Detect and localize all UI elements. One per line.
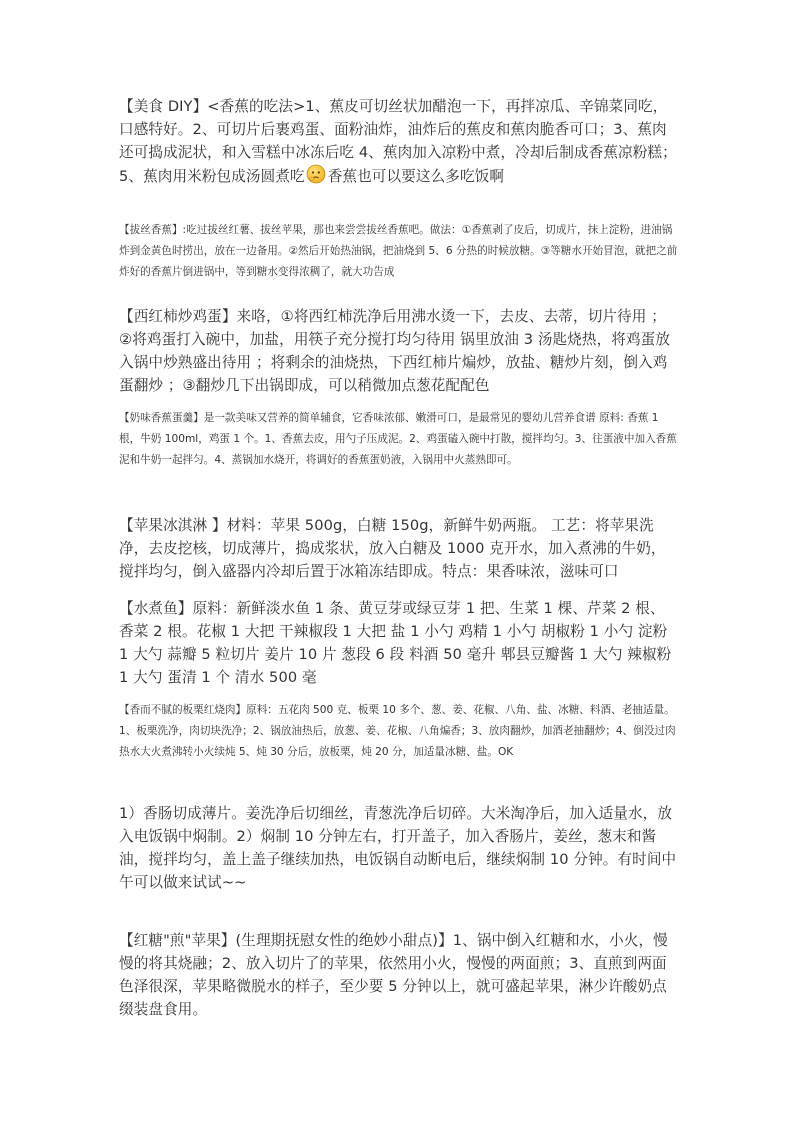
paragraph-boiled-fish: 【水煮鱼】原料：新鲜淡水鱼 1 条、黄豆芽或绿豆芽 1 把、生菜 1 棵、芹菜 2 根、香菜 2 根。花椒 1 大把 干辣椒段 1 大把 盐 1 小勺 鸡精 1 小勺 胡椒粉 1 小勺 淀粉 1 大勺 蒜瓣 5 粒切片 姜片 10 片 葱段 6 段 料酒 50 毫升 郫县豆瓣酱 1 大勺 辣椒粉 1 大勺 蛋清 1 个 清水 500 毫 xyxy=(119,600,672,686)
paragraph-candied-banana: 【拔丝香蕉】:吃过拔丝红薯、拔丝苹果，那也来尝尝拔丝香蕉吧。做法：①香蕉剥了皮后，切成片，抹上淀粉，进油锅炸到金黄色时捞出，放在一边备用。②然后开始热油锅，把油烧到 5、6 分热的时候放糖。③等糖水开始冒泡，就把之前炸好的香蕉片倒进锅中，等到糖水变得浓稠了，就大功告成 xyxy=(119,224,678,278)
paragraph-banana-custard: 【奶味香蕉蛋羹】是一款美味又营养的简单辅食，它香味浓郁、嫩滑可口，是最常见的婴幼儿营养食谱 原料: 香蕉 1 根，牛奶 100ml，鸡蛋 1 个。1、香蕉去皮，用勺子压成泥。2、鸡蛋磕入碗中打散，搅拌均匀。3、往蛋液中加入香蕉泥和牛奶一起拌匀。4、蒸锅加水烧开，将调好的香蕉蛋奶液，入锅用中火蒸熟即可。 xyxy=(119,412,677,466)
paragraph-chestnut-pork: 【香而不腻的板栗红烧肉】原料：五花肉 500 克、板栗 10 多个、葱、姜、花椒、八角、盐、冰糖、料酒、老抽适量。1、板栗洗净，肉切块洗净；2、锅放油热后，放葱、姜、花椒、八角煸香；3、放肉翻炒，加酒老抽翻炒；4、倒没过肉热水大火煮沸转小火续炖 5、炖 30 分后，放板栗，炖 20 分，加适量冰糖、盐。OK xyxy=(119,704,676,758)
paragraph-fried-apple: 【红糖"煎"苹果】(生理期抚慰女性的绝妙小甜点)】1、锅中倒入红糖和水，小火，慢慢的将其烧融；2、放入切片了的苹果，依然用小火，慢慢的两面煎；3、直煎到两面色泽很深，苹果略微脱水的样子，至少要 5 分钟以上，就可盛起苹果，淋少许酸奶点缀装盘食用。 xyxy=(119,932,668,1018)
paragraph-text-tail: 香蕉也可以要这么多吃饭啊 xyxy=(327,168,505,185)
thinking-face-emoji-icon xyxy=(306,164,326,184)
paragraph-sausage-rice: 1）香肠切成薄片。姜洗净后切细丝，青葱洗净后切碎。大米淘净后，加入适量水，放入电饭锅中焖制。2）焖制 10 分钟左右，打开盖子，加入香肠片，姜丝，葱末和酱油，搅拌均匀，盖上盖子继续加热，电饭锅自动断电后，继续焖制 10 分钟。有时间中午可以做来试试~~ xyxy=(119,805,677,891)
paragraph-apple-icecream: 【苹果冰淇淋 】材料：苹果 500g，白糖 150g，新鲜牛奶两瓶。 工艺：将苹果洗净，去皮挖核，切成薄片，捣成浆状，放入白糖及 1000 克开水，加入煮沸的牛奶，搅拌均匀，倒入盛器内冷却后置于冰箱冻结即成。特点：果香味浓，滋味可口 xyxy=(119,517,666,580)
paragraph-banana-uses xyxy=(119,95,679,188)
paragraph-text: 【美食 DIY】<香蕉的吃法>1、蕉皮可切丝状加醋泡一下，再拌凉瓜、辛锦菜同吃，口感特好。2、可切片后裹鸡蛋、面粉油炸，油炸后的蕉皮和蕉肉脆香可口；3、蕉肉还可捣成泥状，和入雪糕中冰冻后吃 4、蕉肉加入凉粉中煮，冷却后制成香蕉凉粉糕；5、蕉肉用米粉包成汤圆煮吃 xyxy=(119,98,677,185)
paragraph-tomato-egg: 【西红柿炒鸡蛋】来咯，①将西红柿洗净后用沸水烫一下，去皮、去蒂，切片待用 ；②将鸡蛋打入碗中，加盐，用筷子充分搅打均匀待用 锅里放油 3 汤匙烧热，将鸡蛋放入锅中炒熟盛出待用 ；将剩余的油烧热，下西红柿片煸炒，放盐、糖炒片刻，倒入鸡蛋翻炒 ；③翻炒几下出锅即成，可以稍微加点葱花配配色 xyxy=(119,308,671,394)
